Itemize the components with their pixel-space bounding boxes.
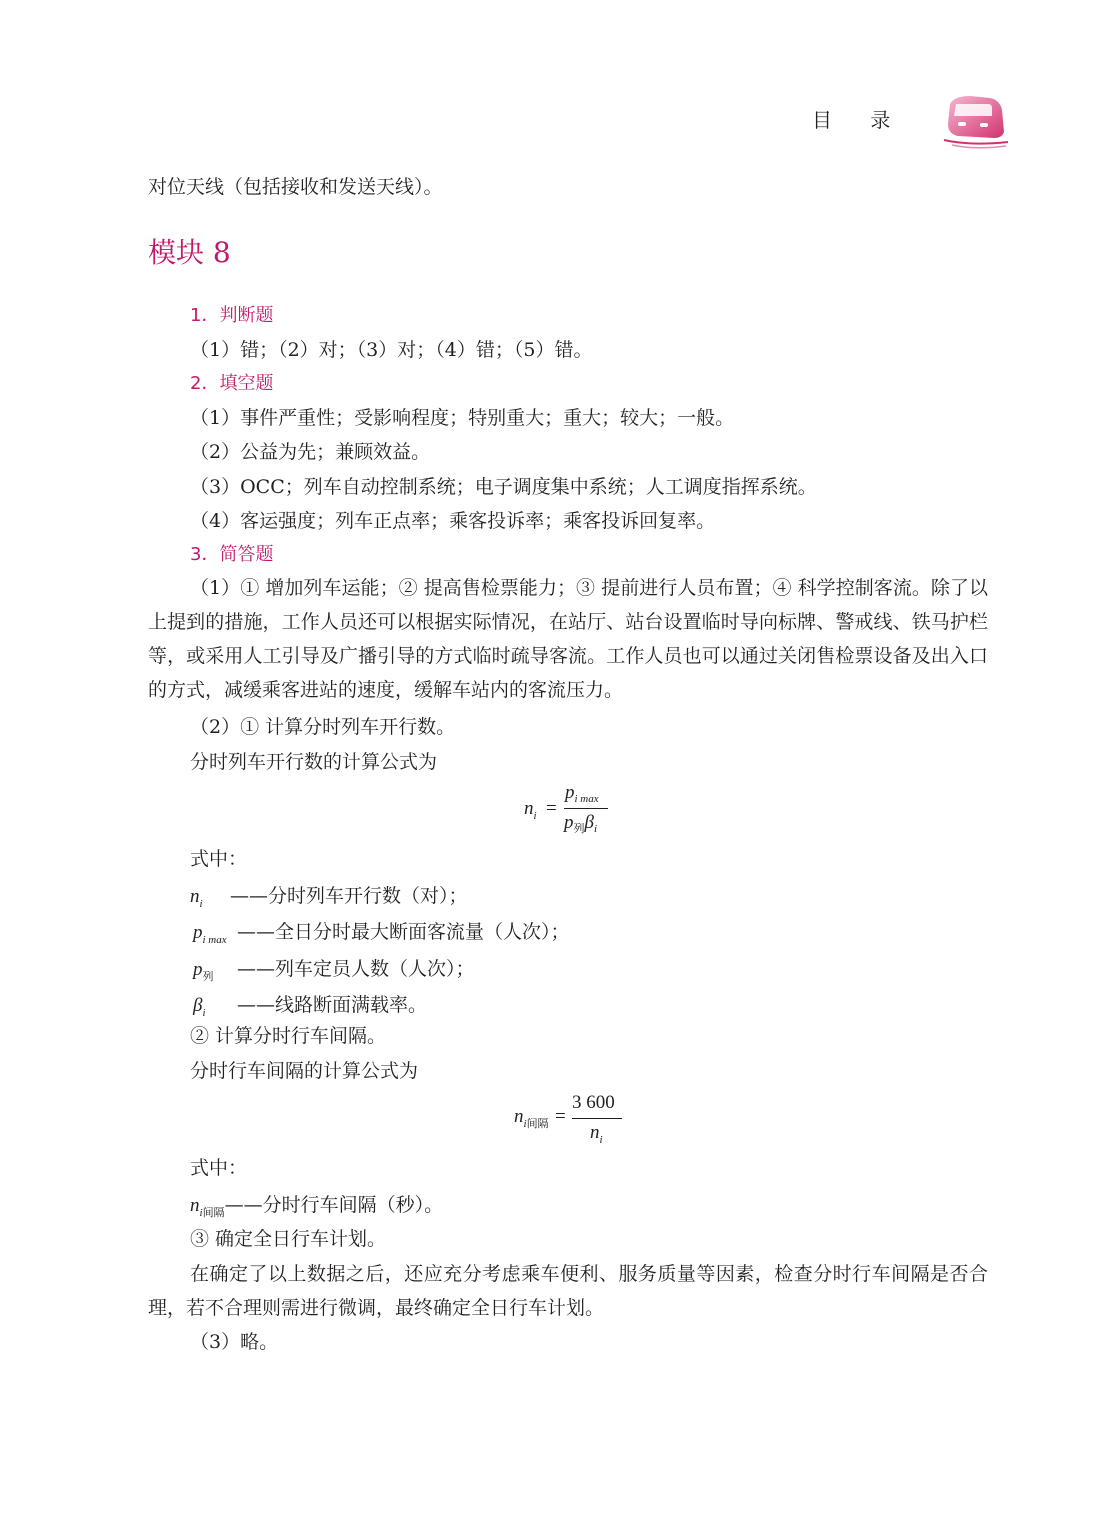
section3-answer1: （1）① 增加列车运能；② 提高售检票能力；③ 提前进行人员布置；④ 科学控制客流。除了以上提到的措施，工作人员还可以根据实际情况，在站厅、站台设置临时导向标牌、警戒线、铁马护栏等，或采用人工引导及广播引导的方式临时疏导客流。工作人员也可以通过关闭售检票设备及出入口的方式，减缓乘客进站的速度，缓解车站内的客流压力。 (148, 577, 988, 701)
def2-text: ——分时行车间隔（秒）。 (224, 1194, 444, 1216)
section3-step2: ② 计算分时行车间隔。 (190, 1025, 387, 1047)
intro-line: 对位天线（包括接收和发送天线）。 (148, 176, 443, 198)
section1-answer: （1）错；（2）对；（3）对；（4）错；（5）错。 (190, 339, 593, 361)
section3-answer3: （3）略。 (190, 1331, 279, 1353)
def1-sym-1: n (190, 886, 200, 907)
def1-sym-4: β (193, 995, 203, 1016)
formula2-intro: 分时行车间隔的计算公式为 (190, 1060, 419, 1082)
formula2-den-sub: i (599, 1134, 603, 1146)
formula2-lhs: n (514, 1106, 524, 1127)
formula1-den2: β (584, 812, 594, 833)
def1-text-1: ——分时列车开行数（对）； (230, 885, 468, 907)
module-title: 模块 8 (148, 236, 231, 269)
section2-heading: 2．填空题 (190, 373, 274, 394)
train-icon (940, 92, 1012, 150)
formula1-num: p (565, 782, 575, 803)
where2-label: 式中： (190, 1157, 248, 1179)
section1-heading: 1．判断题 (190, 305, 274, 326)
def1-sub-1: i (199, 898, 203, 910)
formula1-intro: 分时列车开行数的计算公式为 (190, 751, 438, 773)
def2-row (190, 1193, 443, 1220)
section3-step3: ③ 确定全日行车计划。 (190, 1228, 387, 1250)
formula2: $n_{i间隔}$ = 3 600 $n_i$ (510, 1090, 630, 1152)
formula2-num: 3 600 (572, 1092, 615, 1113)
section2-item-1: （1）事件严重性；受影响程度；特别重大；重大；较大；一般。 (190, 407, 735, 429)
formula1-num-sub: i max (574, 793, 599, 805)
def1-row-3 (193, 957, 475, 984)
section3-step3-text: 在确定了以上数据之后，还应充分考虑乘车便利、服务质量等因素，检查分时行车间隔是否合理，若不合理则需进行微调，最终确定全日行车计划。 (148, 1263, 988, 1319)
section2-item-3: （3）OCC；列车自动控制系统；电子调度集中系统；人工调度指挥系统。 (190, 476, 817, 498)
def1-sub-3: 列 (202, 971, 214, 983)
def1-text-2: ——全日分时最大断面客流量（人次）； (237, 921, 570, 943)
def1-text-4: ——线路断面满载率。 (237, 994, 428, 1016)
def1-row-2 (193, 920, 570, 947)
formula1-den: p (564, 812, 574, 833)
section2-item-2: （2）公益为先；兼顾效益。 (190, 441, 431, 463)
section2-item-4: （4）客运强度；列车正点率；乘客投诉率；乘客投诉回复率。 (190, 510, 716, 532)
formula1-den-sub: 列 (573, 823, 585, 835)
formula2-lhs-sub-cn: 间隔 (526, 1118, 549, 1130)
def1-sub-4: i (202, 1007, 206, 1019)
def1-text-3: ——列车定员人数（人次）； (237, 958, 475, 980)
def1-row-4 (193, 993, 427, 1020)
where1-label: 式中： (190, 848, 248, 870)
def2-sym: n (190, 1195, 200, 1216)
section3-heading: 3．简答题 (190, 544, 274, 565)
formula2-lhs-sub-i: i (523, 1118, 527, 1130)
def1-row-1 (190, 884, 468, 911)
formula1-lhs-sub: i (533, 810, 537, 822)
section3-step1: （2）① 计算分时列车开行数。 (190, 716, 456, 738)
def2-sub-i: i (199, 1207, 203, 1219)
def1-sym-3: p (193, 959, 203, 980)
header-title: 目 录 (812, 108, 907, 132)
formula2-den: n (590, 1122, 600, 1143)
def1-sub-2: i max (202, 934, 227, 946)
def1-sym-2: p (193, 922, 203, 943)
def2-sub-cn: 间隔 (202, 1207, 225, 1219)
formula1: $n_i$ = $p_{i max}$ $p_列\beta_i$ (520, 782, 630, 844)
formula1-lhs: n (524, 798, 534, 819)
formula1-den2-sub: i (593, 823, 598, 835)
